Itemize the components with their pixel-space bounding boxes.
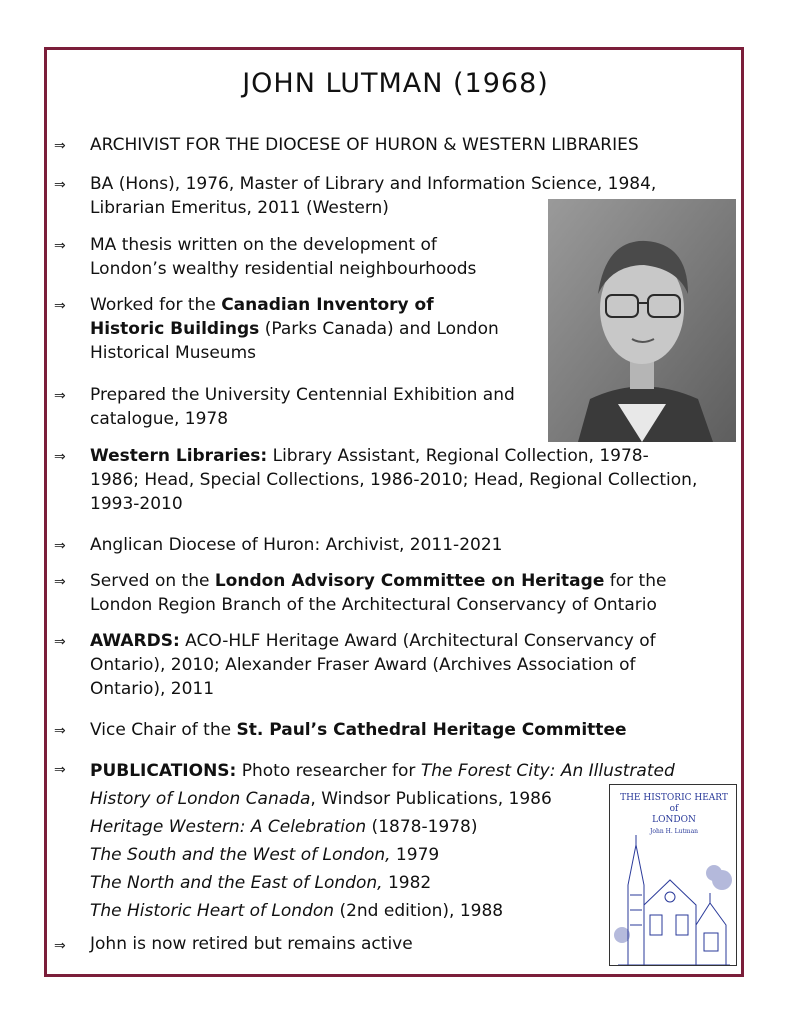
cathedral-illustration bbox=[610, 785, 737, 966]
list-item: Vice Chair of the St. Paul’s Cathedral Heritage Committee bbox=[90, 720, 627, 740]
arrow-icon: ⇒ bbox=[54, 634, 66, 650]
arrow-icon: ⇒ bbox=[54, 938, 66, 954]
book-cover-author: John H. Lutman bbox=[649, 828, 699, 835]
arrow-icon: ⇒ bbox=[54, 449, 66, 465]
book-cover-image bbox=[609, 784, 737, 966]
list-item: AWARDS: ACO-HLF Heritage Award (Architectural Conservancy of Ontario), 2010; Alexander Fraser Award (Archives Association of Ontario), 2011 bbox=[90, 631, 656, 699]
book-cover-title: THE HISTORIC HEART of LONDON bbox=[620, 793, 728, 825]
arrow-icon: ⇒ bbox=[54, 238, 66, 254]
list-item: MA thesis written on the development of London’s wealthy residential neighbourhoods bbox=[90, 235, 477, 279]
page-title: JOHN LUTMAN (1968) bbox=[242, 68, 549, 99]
list-item: PUBLICATIONS: Photo researcher for The Forest City: An Illustrated History of London Canada, Windsor Publications, 1986 Heritage Western: A Celebration (1878-1978) The South and the West of London, 1979 The North and the East of London, 1982 The Historic Heart of London (2nd edition), 1988 bbox=[90, 761, 675, 921]
portrait-photo bbox=[548, 199, 736, 442]
list-item: ARCHIVIST FOR THE DIOCESE OF HURON & WESTERN LIBRARIES bbox=[90, 135, 639, 155]
arrow-icon: ⇒ bbox=[54, 388, 66, 404]
list-item: BA (Hons), 1976, Master of Library and Information Science, 1984, Librarian Emeritus, 2011 (Western) bbox=[90, 174, 657, 218]
arrow-icon: ⇒ bbox=[54, 298, 66, 314]
list-item: John is now retired but remains active bbox=[90, 934, 413, 954]
arrow-icon: ⇒ bbox=[54, 762, 66, 778]
list-item: Prepared the University Centennial Exhibition and catalogue, 1978 bbox=[90, 385, 515, 429]
arrow-icon: ⇒ bbox=[54, 538, 66, 554]
list-item: Served on the London Advisory Committee on Heritage for the London Region Branch of the Architectural Conservancy of Ontario bbox=[90, 571, 667, 615]
arrow-icon: ⇒ bbox=[54, 723, 66, 739]
list-item: Western Libraries: Library Assistant, Regional Collection, 1978- 1986; Head, Special Collections, 1986-2010; Head, Regional Collection, 1993-2010 bbox=[90, 446, 698, 514]
list-item: Worked for the Canadian Inventory of Historic Buildings (Parks Canada) and London Historical Museums bbox=[90, 295, 499, 363]
arrow-icon: ⇒ bbox=[54, 177, 66, 193]
arrow-icon: ⇒ bbox=[54, 574, 66, 590]
list-item: Anglican Diocese of Huron: Archivist, 2011-2021 bbox=[90, 535, 503, 555]
arrow-icon: ⇒ bbox=[54, 138, 66, 154]
